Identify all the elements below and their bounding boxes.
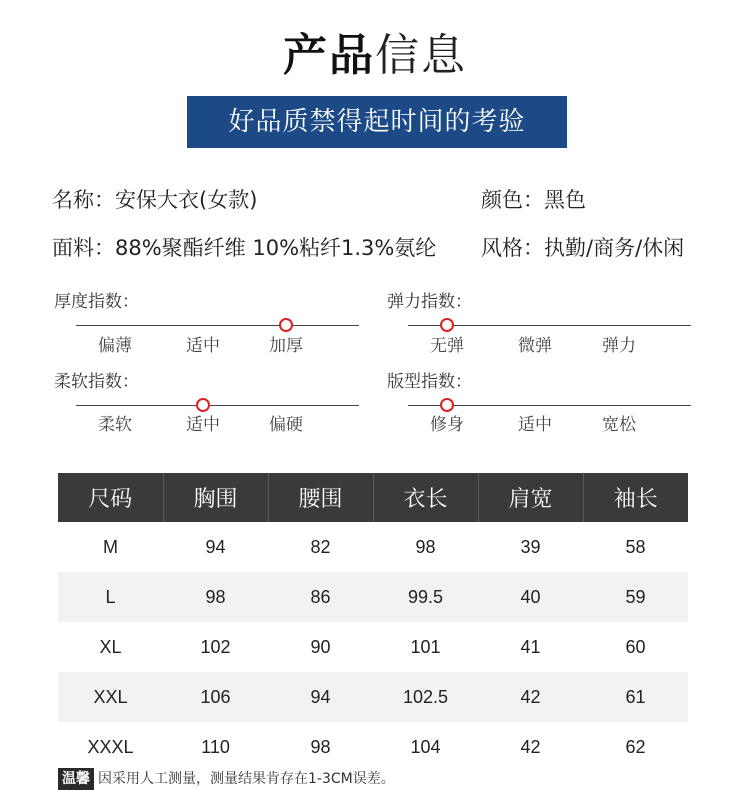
table-cell: 104 xyxy=(410,736,441,757)
table-cell: M xyxy=(103,536,118,557)
table-cell: 40 xyxy=(478,572,583,622)
header-waist: 腰围 xyxy=(268,473,373,522)
header-size: 尺码 xyxy=(58,473,163,522)
index-option: 适中 xyxy=(518,415,552,435)
table-cell: 110 xyxy=(201,736,230,757)
table-cell: 94 xyxy=(205,536,226,557)
table-cell: 98 xyxy=(415,536,436,557)
table-cell: XXL xyxy=(58,672,163,722)
index-marker xyxy=(196,398,210,412)
table-row xyxy=(58,622,688,672)
index-option: 修身 xyxy=(430,415,464,435)
table-cell: 82 xyxy=(310,536,331,557)
table-cell: 41 xyxy=(520,636,541,657)
header-chest: 胸围 xyxy=(163,473,268,522)
table-cell: 106 xyxy=(163,672,268,722)
table-cell: 86 xyxy=(268,572,373,622)
index-option: 柔软 xyxy=(98,415,132,435)
page-title xyxy=(0,28,750,84)
table-cell: 90 xyxy=(310,636,331,657)
index-option: 偏薄 xyxy=(98,336,132,356)
table-row xyxy=(58,672,688,722)
product-color: 颜色：黑色 xyxy=(481,188,586,212)
product-fabric: 面料：88%聚酯纤维 10%粘纤1.3%氨纶 xyxy=(52,236,437,260)
index-label: 版型指数： xyxy=(387,372,472,392)
index-scale-line xyxy=(76,325,359,326)
index-option: 无弹 xyxy=(430,336,464,356)
header-length: 衣长 xyxy=(373,473,478,522)
table-row xyxy=(58,522,688,572)
index-option: 宽松 xyxy=(602,415,636,435)
size-table xyxy=(58,473,688,772)
table-cell: XL xyxy=(99,636,122,657)
index-option: 加厚 xyxy=(269,336,303,356)
table-cell: 94 xyxy=(268,672,373,722)
table-cell: 98 xyxy=(310,736,331,757)
size-table-header xyxy=(58,473,688,522)
index-option: 偏硬 xyxy=(269,415,303,435)
slogan-banner: 好品质禁得起时间的考验 xyxy=(187,96,567,148)
table-cell: 61 xyxy=(583,672,688,722)
table-cell: 58 xyxy=(625,536,646,557)
table-row xyxy=(58,572,688,622)
table-cell: 98 xyxy=(163,572,268,622)
title-bold: 产品 xyxy=(283,30,375,81)
index-option: 适中 xyxy=(186,336,220,356)
table-cell: 42 xyxy=(478,672,583,722)
header-shoulder: 肩宽 xyxy=(478,473,583,522)
index-marker xyxy=(440,318,454,332)
table-cell: 101 xyxy=(410,636,441,657)
table-cell: 99.5 xyxy=(373,572,478,622)
table-cell: 59 xyxy=(583,572,688,622)
table-cell: 62 xyxy=(625,736,646,757)
index-label: 柔软指数： xyxy=(54,372,139,392)
index-marker xyxy=(279,318,293,332)
note-tag: 温馨 xyxy=(58,768,94,790)
table-cell: L xyxy=(58,572,163,622)
table-cell: 102.5 xyxy=(373,672,478,722)
table-cell: 60 xyxy=(625,636,646,657)
table-row xyxy=(58,722,688,772)
index-option: 微弹 xyxy=(518,336,552,356)
table-cell: XXXL xyxy=(87,736,134,757)
table-cell: 42 xyxy=(520,736,541,757)
table-cell: 102 xyxy=(200,636,231,657)
table-cell: 39 xyxy=(520,536,541,557)
title-light: 信息 xyxy=(375,30,467,81)
footnote xyxy=(58,768,395,790)
note-text: 因采用人工测量，测量结果肯存在1-3CM误差。 xyxy=(98,771,395,787)
index-scale-line xyxy=(76,405,359,406)
index-marker xyxy=(440,398,454,412)
index-option: 适中 xyxy=(186,415,220,435)
product-style: 风格：执勤/商务/休闲 xyxy=(481,236,685,260)
index-option: 弹力 xyxy=(602,336,636,356)
header-sleeve: 袖长 xyxy=(583,473,688,522)
index-label: 弹力指数： xyxy=(387,292,472,312)
index-label: 厚度指数： xyxy=(54,292,139,312)
product-name: 名称：安保大衣(女款) xyxy=(52,188,258,212)
